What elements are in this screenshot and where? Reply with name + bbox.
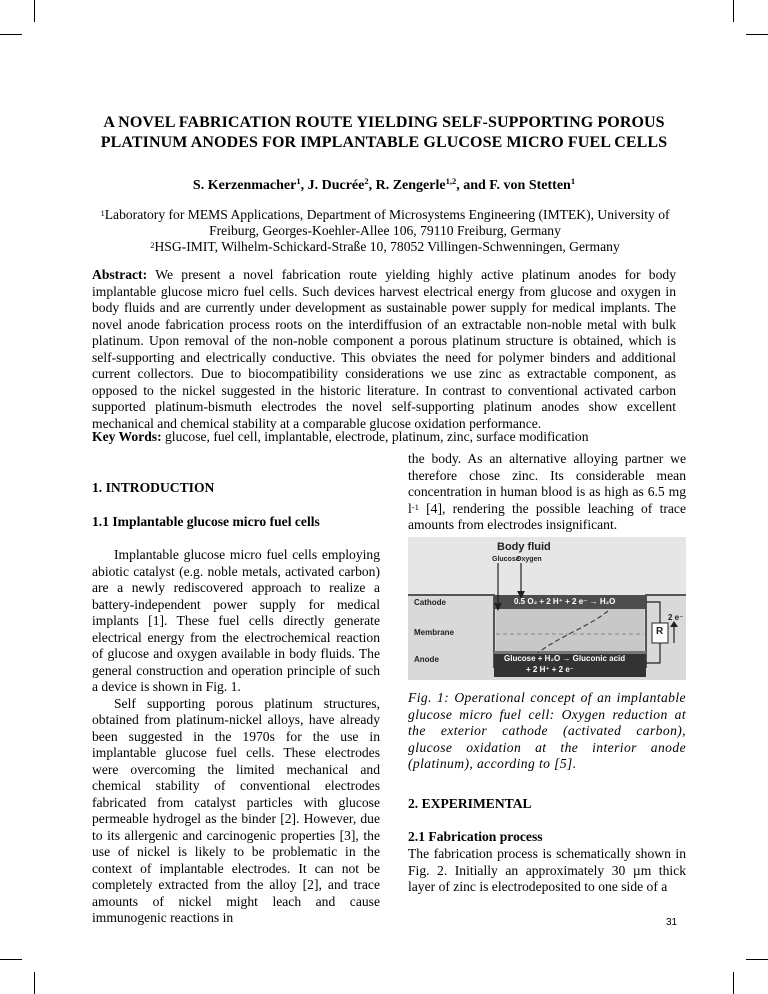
subsection-heading-1-1: 1.1 Implantable glucose micro fuel cells [92,514,320,529]
paragraph-3 [408,451,686,534]
label-anode: Anode [414,655,439,664]
abstract-text: We present a novel fabrication route yielding highly active platinum anodes for body implantable glucose micro fuel cells. Such devices harvest electrical energy from glucose and oxygen in body fluids and are currently under development as sustainable power supply for medical implants. The novel anode fabrication process roots on the interdiffusion of an extractable non-noble metal with bulk platinum. Upon removal of the non-noble component a porous platinum structure is obtained, which is self-supporting and electrically conductive. This obviates the need for polymer binders and additional current collectors. Due to biocompatibility considerations we use zinc as extractable component, as opposed to the nickel suggested in the historic literature. In contrast to conventional activated carbon supported platinum-bismuth electrodes the novel self-supporting platinum anodes show excellent mechanical and chemical stability at a comparable glucose oxidation performance. [92,267,676,431]
crop-mark [34,0,35,22]
right-column-bottom [408,846,686,896]
author-1: S. Kerzenmacher [192,178,297,193]
author-2-affil: 2 [364,176,369,186]
left-column-body [92,547,380,927]
affiliation-1 [90,207,680,223]
section-heading-introduction: 1. INTRODUCTION [92,480,215,495]
affiliation-2-text: HSG-IMIT, Wilhelm-Schickard-Straße 10, 78052 Villingen-Schwenningen, Germany [154,239,620,254]
paragraph-2: Self supporting porous platinum structures, obtained from platinum-nickel alloys, have already been suggested in the 1970s for the use in implantable glucose fuel cells. These electrodes were overcoming the limited mechanical and chemical stability of conventional electrodes fabricated from catalyst particles with glucose permeable hydrogel as the binder [2]. However, due to its allergenic and carcinogenic properties [3], the use of nickel is likely to be problematic in the context of implantable electrodes. It can not be completely extracted from the alloy [2], and trace amounts of nickel might leach and cause immunogenic reactions in [92,695,380,925]
label-anode-reaction-1: Glucose + H₂O → Gluconic acid [504,654,626,663]
crop-mark [733,972,734,994]
paragraph-4: The fabrication process is schematically shown in Fig. 2. Initially an approximately 30 µm thick layer of zinc is electrodeposited to one side of a [408,846,686,894]
abstract-label: Abstract: [92,267,148,282]
keywords-text: glucose, fuel cell, implantable, electrode, platinum, zinc, surface modification [161,429,589,444]
right-column-top [408,451,686,534]
label-membrane: Membrane [414,628,455,637]
subsection-heading-2-1: 2.1 Fabrication process [408,829,543,844]
paragraph-3-b: [4], rendering the possible leaching of trace amounts from electrodes insignificant. [408,500,686,532]
paragraph-1: Implantable glucose micro fuel cells employing abiotic catalyst (e.g. noble metals, activated carbon) are a newly rediscovered approach to realize a battery-independent power supply for medical implants [1]. These fuel cells directly generate electrical energy from the electrochemical reaction of glucose and oxygen available in body fluids. The general construction and operation principle of such a device is shown in Fig. 1. [92,547,380,694]
paragraph-3-sup: -1 [411,501,419,512]
keywords [92,429,676,445]
author-4-affil: 1 [570,176,576,186]
affiliation-1-marker: 1 [100,208,105,218]
label-cathode: Cathode [414,598,446,607]
paragraph-3-a: the body. As an alternative alloying partner we therefore chose zinc. Its considerable mean concentration in human blood is as high as 6.5 mg l [408,451,686,516]
figure-1-caption: Fig. 1: Operational concept of an implantable glucose micro fuel cell: Oxygen reduction at the exterior cathode (activated carbon), glucose oxidation at the interior anode (platinum), according to [5]. [408,690,686,771]
label-resistor: R [656,626,664,637]
author-separator: , and [456,178,490,193]
label-cathode-reaction: 0.5 O₂ + 2 H⁺ + 2 e⁻ → H₂O [514,597,616,606]
label-anode-reaction-2: + 2 H⁺ + 2 e⁻ [526,665,575,674]
title-line-2: PLATINUM ANODES FOR IMPLANTABLE GLUCOSE MICRO FUEL CELLS [100,134,668,151]
author-list [60,178,708,194]
author-3: R. Zengerle [375,178,446,193]
keywords-label: Key Words: [92,429,162,444]
crop-mark [0,34,22,35]
crop-mark [746,34,768,35]
crop-mark [733,0,734,22]
page-number: 31 [666,917,678,928]
title-line-1: A NOVEL FABRICATION ROUTE YIELDING SELF-SUPPORTING POROUS [103,114,665,131]
crop-mark [0,959,22,960]
label-body-fluid: Body fluid [497,541,551,553]
author-1-affil: 1 [296,176,301,186]
affiliation-2-marker: 2 [150,240,155,250]
membrane-region [496,609,644,653]
abstract [92,267,676,432]
affiliation-2 [90,239,680,255]
label-electrons: 2 e⁻ [668,613,684,622]
paper-title [60,113,708,153]
affiliations [90,207,680,255]
author-separator: , [368,178,376,193]
affiliation-1-line-1: Laboratory for MEMS Applications, Department of Microsystems Engineering (IMTEK), University of [104,207,670,222]
affiliation-1-cont: Freiburg, Georges-Koehler-Allee 106, 79110 Freiburg, Germany [209,223,561,238]
label-glucose: Glucose [492,556,520,563]
figure-1 [408,537,686,680]
label-oxygen: Oxygen [516,556,542,563]
crop-mark [746,959,768,960]
author-3-affil: 1,2 [445,176,457,186]
crop-mark [34,972,35,994]
author-4: F. von Stetten [489,178,571,193]
section-heading-experimental: 2. EXPERIMENTAL [408,796,532,811]
author-2: J. Ducrée [307,178,365,193]
author-separator: , [300,178,308,193]
